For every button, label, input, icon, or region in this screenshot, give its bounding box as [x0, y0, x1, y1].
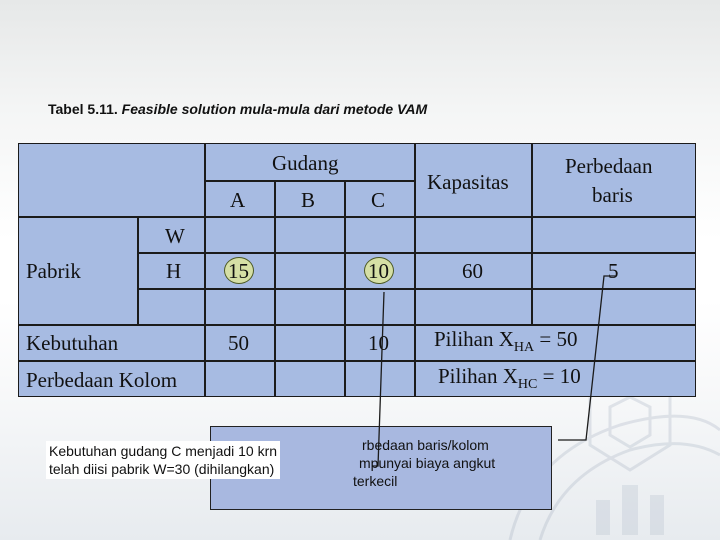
h-a-value: 15 — [228, 259, 249, 283]
kebutuhan-b-cell — [275, 325, 345, 361]
note-kebutuhan — [46, 441, 280, 479]
note-right-line1: rbedaan baris/kolom — [362, 437, 489, 453]
pilihan-xha: Pilihan $X_{HA} = 50$ — [434, 327, 578, 356]
header-corner-cell — [18, 143, 205, 217]
h-c-value: 10 — [368, 259, 389, 283]
w-perbedaan-cell — [532, 217, 696, 253]
note-perbedaan — [349, 436, 495, 490]
x-c-cell — [345, 289, 415, 325]
kebutuhan-label: Kebutuhan — [26, 331, 119, 355]
pk-b-cell — [275, 361, 345, 397]
caption-prefix: Tabel 5.11. — [48, 101, 118, 117]
note-right-line3: terkecil — [353, 473, 398, 489]
w-c-cell — [345, 217, 415, 253]
note-left-line2: telah diisi pabrik W=30 (dihilangkan) — [49, 461, 275, 477]
col-b-label: B — [301, 188, 316, 212]
table-caption — [48, 101, 427, 117]
row-x-label-cell — [138, 289, 205, 325]
pilihan-xhc: Pilihan $X_{HC} = 10$ — [438, 364, 581, 393]
note-left-line1: Kebutuhan gudang C menjadi 10 krn — [49, 443, 278, 459]
gudang-label: Gudang — [272, 151, 339, 175]
kebutuhan-a-value: 50 — [228, 331, 249, 355]
row-w-label: W — [165, 224, 185, 248]
note-right-line2: mpunyai biaya angkut — [359, 455, 496, 471]
col-a-label: A — [230, 188, 246, 212]
kapasitas-label: Kapasitas — [427, 170, 509, 194]
perbedaan-baris-line1: Perbedaan — [565, 154, 653, 178]
w-a-cell — [205, 217, 275, 253]
pabrik-label: Pabrik — [26, 259, 81, 283]
perbedaan-baris-line2: baris — [592, 183, 633, 207]
col-c-label: C — [371, 188, 386, 212]
h-perbedaan-value: 5 — [608, 259, 619, 283]
w-b-cell — [275, 217, 345, 253]
row-h-label: H — [166, 259, 182, 283]
perbedaan-kolom-label: Perbedaan Kolom — [26, 368, 178, 392]
x-b-cell — [275, 289, 345, 325]
w-kapasitas-cell — [415, 217, 532, 253]
pk-a-cell — [205, 361, 275, 397]
caption-italic: Feasible solution mula-mula dari metode VAM — [121, 101, 428, 117]
h-kapasitas-value: 60 — [462, 259, 483, 283]
h-b-cell — [275, 253, 345, 289]
x-kapasitas-cell — [415, 289, 532, 325]
x-a-cell — [205, 289, 275, 325]
pk-c-cell — [345, 361, 415, 397]
kebutuhan-c-value: 10 — [368, 331, 389, 355]
x-perbedaan-cell — [532, 289, 696, 325]
